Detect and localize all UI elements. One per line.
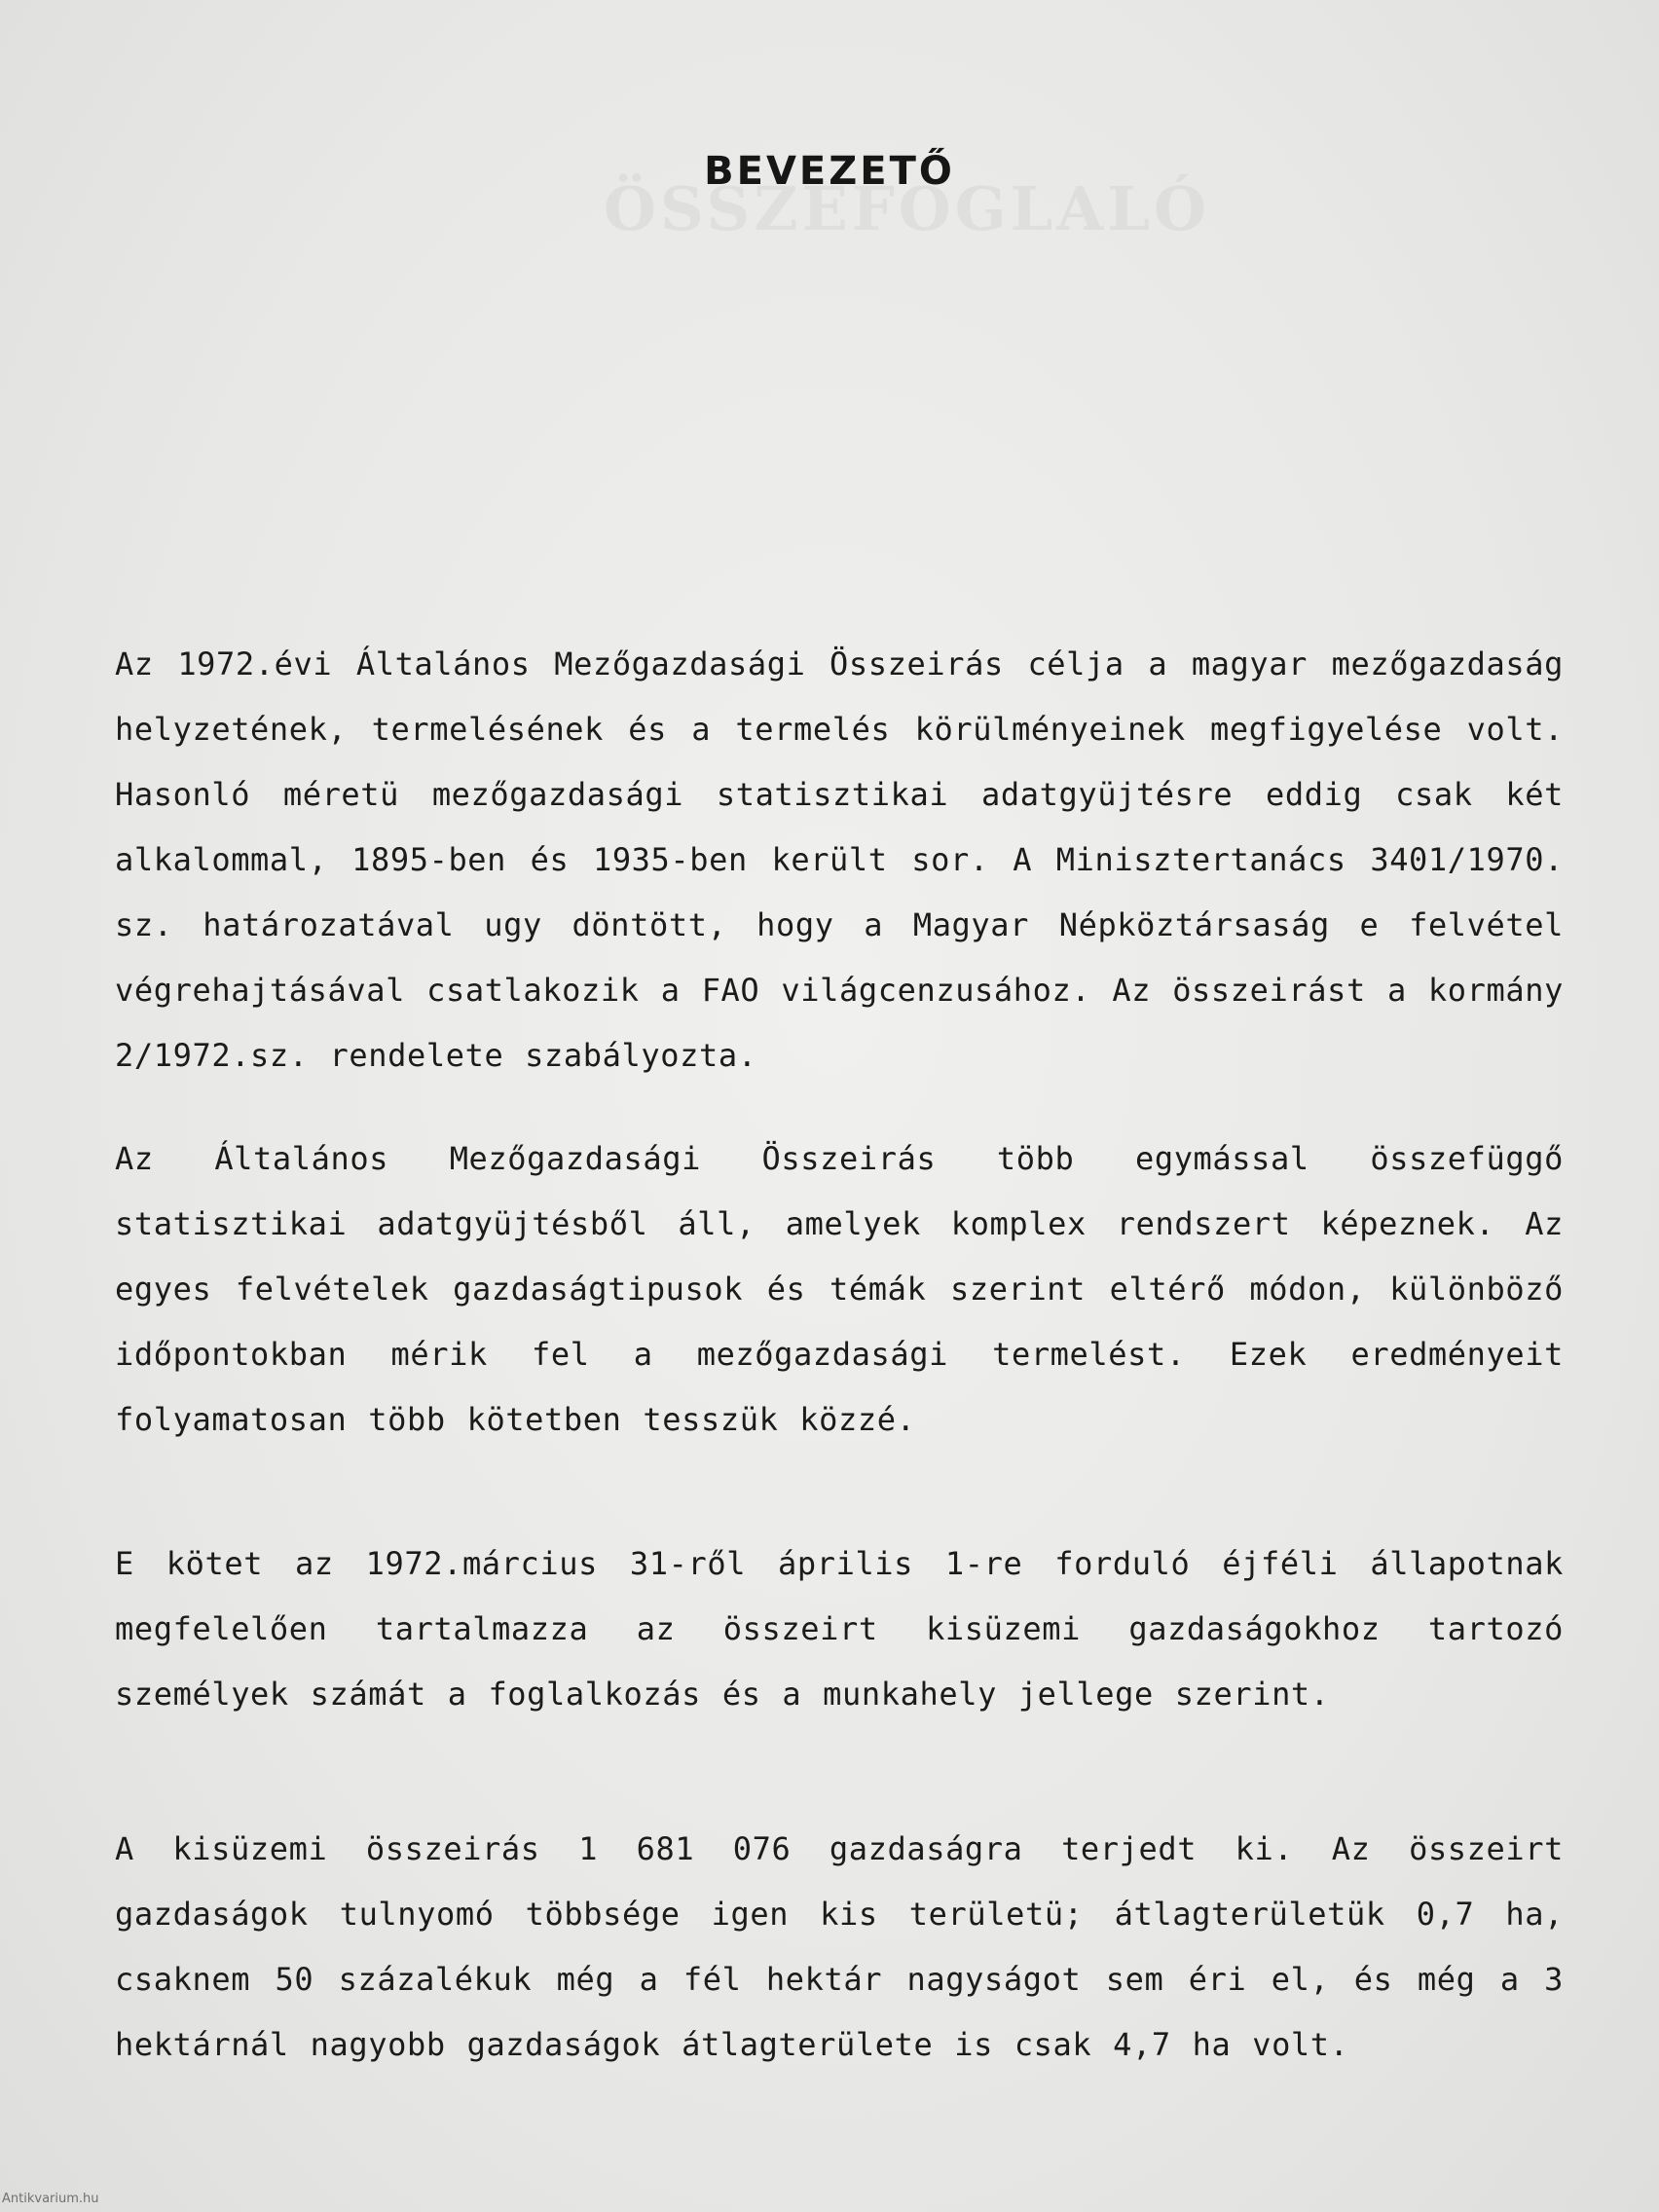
paragraph-farm-statistics: A kisüzemi összeirás 1 681 076 gazdaságra terjedt ki. Az összeirt gazdaságok tulnyomó többsége igen kis területü; átlagterületük 0,7 ha, csaknem 50 százalékuk még a fél hektár nagyságot sem éri el, és még a 3 hektárnál nagyobb gazdaságok átlagterülete is csak 4,7 ha volt. xyxy=(115,1830,1564,2063)
watermark-text: Antikvarium.hu xyxy=(2,2192,99,2206)
paragraph-structure: Az Általános Mezőgazdasági Összeirás több egymással összefüggő statisztikai adatgyüjtésből áll, amelyek komplex rendszert képeznek. Az egyes felvételek gazdaságtipusok és témák szerint eltérő módon, különböző időpontokban mérik fel a mezőgazdasági termelést. Ezek eredményeit folyamatosan több kötetben tesszük közzé. xyxy=(115,1140,1564,1438)
page-title: BEVEZETŐ xyxy=(704,148,955,194)
paragraph-volume-content: E kötet az 1972.március 31-ről április 1-re forduló éjféli állapotnak megfelelően tartalmazza az összeirt kisüzemi gazdaságokhoz tartozó személyek számát a foglalkozás és a munkahely jellege szerint. xyxy=(115,1545,1564,1713)
paragraph-purpose: Az 1972.évi Általános Mezőgazdasági Összeirás célja a magyar mezőgazdaság helyzetének, termelésének és a termelés körülményeinek megfigyelése volt. Hasonló méretü mezőgazdasági statisztikai adatgyüjtésre eddig csak két alkalommal, 1895-ben és 1935-ben került sor. A Minisztertanács 3401/1970. sz. határozatával ugy döntött, hogy a Magyar Népköztársaság e felvétel végrehajtásával csatlakozik a FAO világcenzusához. Az összeirást a kormány 2/1972.sz. rendelete szabályozta. xyxy=(115,645,1564,1074)
